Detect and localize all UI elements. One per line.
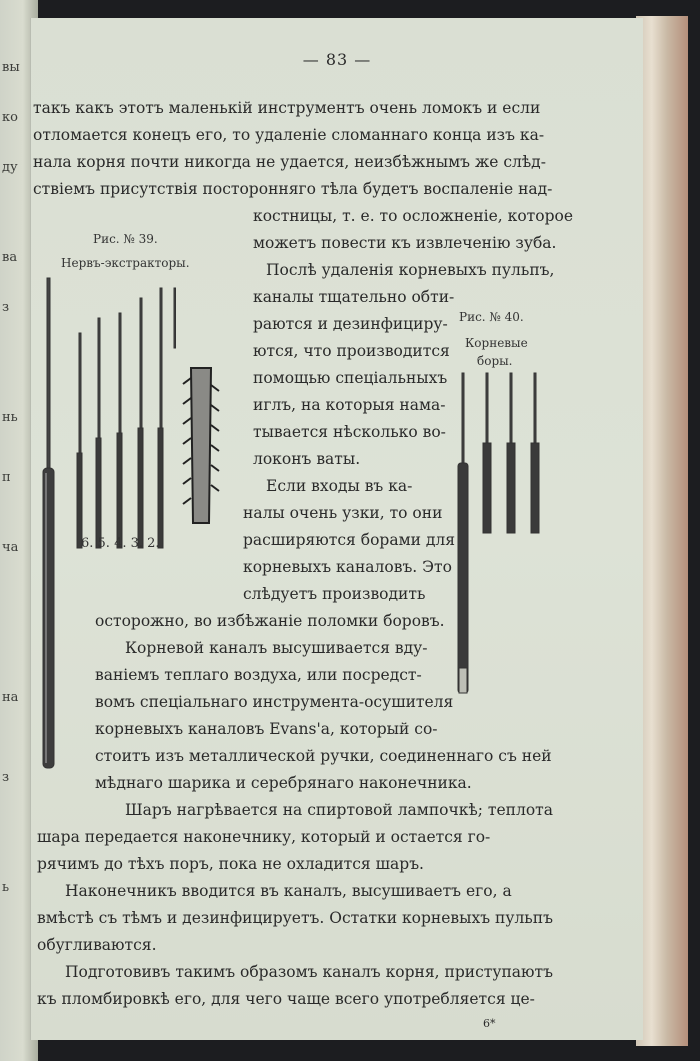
text-line: мѣднаго шарика и серебрянаго наконечника. [95, 774, 472, 792]
left-fragment: з [2, 300, 10, 315]
text-line: корневыхъ каналовъ. Это [243, 558, 452, 576]
text-line: вомъ спеціальнаго инструмента-осушителя [95, 693, 454, 711]
text-line: каналы тщательно обти- [253, 288, 455, 306]
figure-39-title: Нервъ-экстракторы. [61, 256, 190, 270]
text-line: Шаръ нагрѣвается на спиртовой лампочкѣ; теплота [125, 801, 553, 819]
text-line: можетъ повести къ извлеченію зуба. [253, 234, 557, 252]
left-fragment: ь [2, 880, 10, 895]
left-fragment: нь [2, 410, 18, 425]
left-fragment: п [2, 470, 11, 485]
catchword: 6* [483, 1017, 496, 1030]
left-fragment: вы [2, 60, 20, 75]
text-line: расширяются борами для [243, 531, 456, 549]
figure-39-caption: Рис. № 39. [93, 232, 158, 246]
text-line: костницы, т. е. то осложненіе, которое [253, 207, 574, 225]
text-line: раются и дезинфициру- [253, 315, 448, 333]
text-line: рячимъ до тѣхъ поръ, пока не охладится шаръ. [37, 855, 424, 873]
left-fragment: ко [2, 110, 18, 125]
text-line: локонъ ваты. [253, 450, 361, 468]
text-line: слѣдуетъ производить [243, 585, 426, 603]
figure-40-caption: Рис. № 40. [459, 310, 524, 324]
left-fragment: на [2, 690, 19, 705]
text-line: ваніемъ теплаго воздуха, или посредст- [95, 666, 422, 684]
figure-40-title-2: боры. [477, 354, 513, 368]
text-line: вмѣстѣ съ тѣмъ и дезинфицируетъ. Остатки корневыхъ пульпъ [37, 909, 553, 927]
text-line: тывается нѣсколько во- [253, 423, 446, 441]
text-line: Подготовивъ такимъ образомъ каналъ корня, приступаютъ [65, 963, 553, 981]
text-line: ствіемъ присутствія посторонняго тѣла будетъ воспаленіе над- [33, 180, 553, 198]
text-line: Если входы въ ка- [266, 477, 413, 495]
text-line: Наконечникъ вводится въ каналъ, высушиваетъ его, а [65, 882, 512, 900]
text-line: стоитъ изъ металлической ручки, соединеннаго съ ней [95, 747, 552, 765]
figure-40-title-1: Корневые [465, 336, 528, 350]
left-fragment: ва [2, 250, 18, 265]
book-page [30, 18, 643, 1040]
left-fragment: ча [2, 540, 19, 555]
right-page-edge [636, 16, 688, 1046]
text-line: налы очень узки, то они [243, 504, 443, 522]
page-number: — 83 — [302, 50, 372, 69]
left-fragment: з [2, 770, 10, 785]
text-line: къ пломбировкѣ его, для чего чаще всего употребляется це- [37, 990, 535, 1008]
text-line: корневыхъ каналовъ Evans'a, который со- [95, 720, 438, 738]
text-line: нала корня почти никогда не удается, неизбѣжнымъ же слѣд- [33, 153, 546, 171]
left-fragment: ду [2, 160, 18, 175]
text-line: Корневой каналъ высушивается вду- [125, 639, 428, 657]
root-burs-illustration [453, 368, 563, 718]
text-line: шара передается наконечнику, который и остается го- [37, 828, 491, 846]
text-line: обугливаются. [37, 936, 157, 954]
text-line: иглъ, на которыя нама- [253, 396, 446, 414]
text-line: Послѣ удаленія корневыхъ пульпъ, [266, 261, 555, 279]
figure-39-numbers: 6. 5. 4. 3. 2. [81, 536, 160, 551]
text-line: отломается конецъ его, то удаленіе сломаннаго конца изъ ка- [33, 126, 545, 144]
text-line: помощью спеціальныхъ [253, 369, 448, 387]
text-line: осторожно, во избѣжаніе поломки боровъ. [95, 612, 445, 630]
text-line: ются, что производится [253, 342, 450, 360]
text-line: такъ какъ этотъ маленькій инструментъ очень ломокъ и если [33, 99, 541, 117]
